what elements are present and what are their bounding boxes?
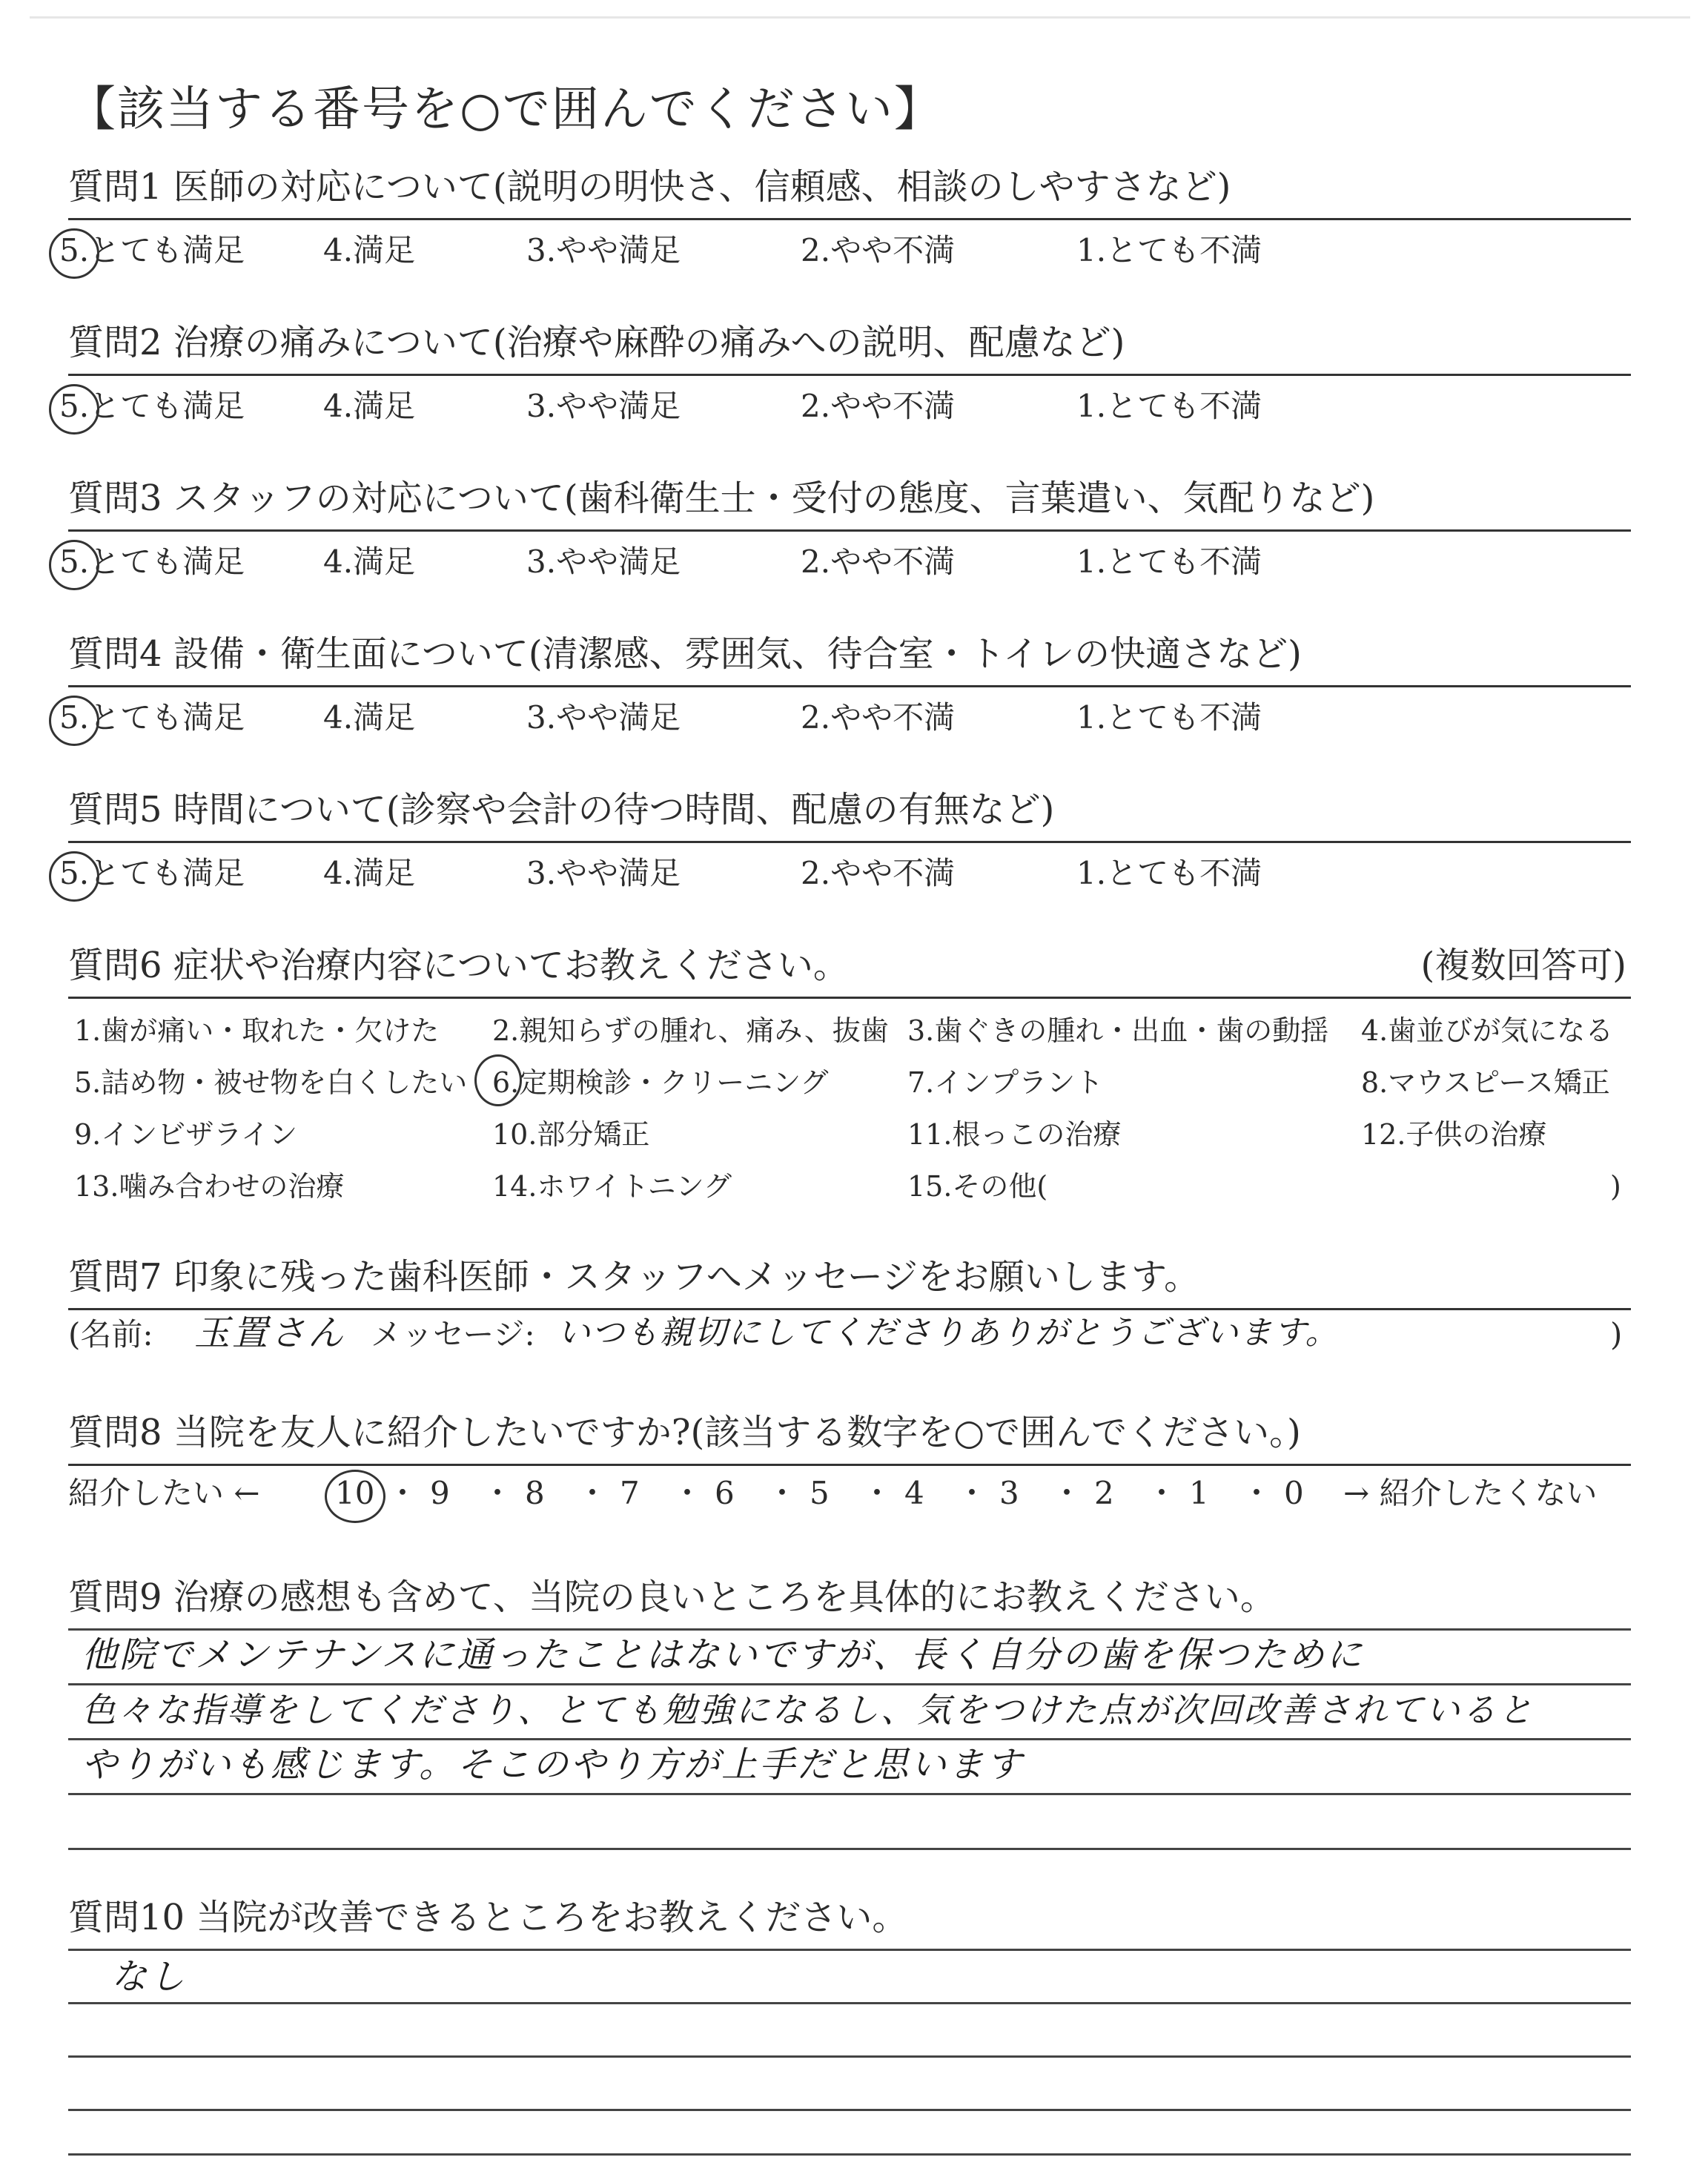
recommend-score-6[interactable]: 6 — [715, 1475, 735, 1511]
question-5-option-3[interactable]: 3.やや満足 — [526, 855, 681, 891]
question-8-label: 質問8 当院を友人に紹介したいですか?(該当する数字を○で囲んでください。) — [68, 1412, 1301, 1453]
question-3-option-2[interactable]: 2.やや不満 — [801, 544, 956, 580]
q9-answer-line-1[interactable]: 他院でメンテナンスに通ったことはないですが、長く自分の歯を保つために — [82, 1634, 1365, 1676]
q10-answer-rule — [68, 2002, 1631, 2004]
question-1-option-5[interactable]: 5.とても満足 — [59, 232, 245, 268]
question-6-underline — [68, 997, 1631, 999]
symptom-option-6[interactable]: 6.定期検診・クリーニング — [492, 1066, 829, 1099]
q10-answer-rule — [68, 2153, 1631, 2156]
question-4-option-4[interactable]: 4.満足 — [323, 699, 416, 736]
question-4-option-1[interactable]: 1.とても不満 — [1076, 699, 1262, 736]
question-4-option-2[interactable]: 2.やや不満 — [801, 699, 956, 736]
symptom-option-3[interactable]: 3.歯ぐきの腫れ・出血・歯の動揺 — [907, 1014, 1329, 1047]
symptom-option-8[interactable]: 8.マウスピース矯正 — [1361, 1066, 1610, 1099]
recommend-separator-dot: ・ — [861, 1475, 893, 1511]
symptom-option-16: ) — [1610, 1170, 1621, 1203]
question-1-underline — [68, 218, 1631, 220]
question-2-label: 質問2 治療の痛みについて(治療や麻酔の痛みへの説明、配慮など) — [68, 322, 1125, 363]
symptom-option-5[interactable]: 5.詰め物・被せ物を白くしたい — [74, 1066, 468, 1099]
question-2-option-2[interactable]: 2.やや不満 — [801, 388, 956, 424]
question-7-label: 質問7 印象に残った歯科医師・スタッフへメッセージをお願いします。 — [68, 1256, 1200, 1298]
recommend-selected-circle — [325, 1470, 385, 1523]
question-5-label: 質問5 時間について(診察や会計の待つ時間、配慮の有無など) — [68, 789, 1055, 830]
q8-left-label: 紹介したい ← — [68, 1475, 260, 1511]
recommend-separator-dot: ・ — [577, 1475, 609, 1511]
question-4-underline — [68, 685, 1631, 687]
question-1-option-2[interactable]: 2.やや不満 — [801, 232, 956, 268]
symptom-option-7[interactable]: 7.インプラント — [907, 1066, 1104, 1099]
q9-answer-rule — [68, 1793, 1631, 1795]
question-4-option-5[interactable]: 5.とても満足 — [59, 699, 245, 736]
symptom-option-14[interactable]: 14.ホワイトニング — [492, 1170, 732, 1203]
q7-message-prefix: メッセージ: — [371, 1316, 535, 1353]
recommend-score-0[interactable]: 0 — [1284, 1475, 1304, 1511]
recommend-score-4[interactable]: 4 — [904, 1475, 924, 1511]
symptom-option-1[interactable]: 1.歯が痛い・取れた・欠けた — [74, 1014, 440, 1047]
recommend-separator-dot: ・ — [387, 1475, 419, 1511]
q10-answer-rule — [68, 2109, 1631, 2111]
page-title: 【該当する番号を○で囲んでください】 — [68, 82, 943, 137]
question-3-option-3[interactable]: 3.やや満足 — [526, 544, 681, 580]
recommend-separator-dot: ・ — [1241, 1475, 1273, 1511]
question-4-label: 質問4 設備・衛生面について(清潔感、雰囲気、待合室・トイレの快適さなど) — [68, 633, 1302, 675]
question-1-selected-circle — [49, 228, 99, 279]
question-1-option-1[interactable]: 1.とても不満 — [1076, 232, 1262, 268]
recommend-score-10[interactable]: 10 — [335, 1475, 375, 1511]
question-3-label: 質問3 スタッフの対応について(歯科衛生士・受付の態度、言葉遣い、気配りなど) — [68, 478, 1375, 519]
recommend-separator-dot: ・ — [672, 1475, 704, 1511]
scan-top-edge — [30, 16, 1690, 19]
question-2-option-3[interactable]: 3.やや満足 — [526, 388, 681, 424]
q10-answer-line-1[interactable]: なし — [111, 1956, 188, 1998]
question-2-option-4[interactable]: 4.満足 — [323, 388, 416, 424]
question-1-label: 質問1 医師の対応について(説明の明快さ、信頼感、相談のしやすさなど) — [68, 166, 1231, 208]
question-2-option-5[interactable]: 5.とても満足 — [59, 388, 245, 424]
question-2-underline — [68, 374, 1631, 376]
question-2-option-1[interactable]: 1.とても不満 — [1076, 388, 1262, 424]
question-3-selected-circle — [49, 540, 99, 590]
recommend-score-1[interactable]: 1 — [1189, 1475, 1209, 1511]
question-6-label: 質問6 症状や治療内容についてお教えください。 — [68, 945, 849, 986]
question-5-option-2[interactable]: 2.やや不満 — [801, 855, 956, 891]
recommend-score-2[interactable]: 2 — [1094, 1475, 1114, 1511]
question-3-option-5[interactable]: 5.とても満足 — [59, 544, 245, 580]
q7-message-value[interactable]: いつも親切にしてくださりありがとうございます。 — [557, 1314, 1340, 1352]
symptom-option-13[interactable]: 13.噛み合わせの治療 — [74, 1170, 345, 1203]
question-5-underline — [68, 841, 1631, 843]
recommend-score-5[interactable]: 5 — [810, 1475, 830, 1511]
question-10-label: 質問10 当院が改善できるところをお教えください。 — [68, 1897, 908, 1938]
question-3-option-1[interactable]: 1.とても不満 — [1076, 544, 1262, 580]
recommend-score-3[interactable]: 3 — [999, 1475, 1019, 1511]
recommend-score-8[interactable]: 8 — [525, 1475, 545, 1511]
question-5-selected-circle — [49, 851, 99, 902]
question-2-selected-circle — [49, 384, 99, 435]
q8-right-label: → 紹介したくない — [1343, 1475, 1598, 1511]
q7-name-prefix: (名前: — [68, 1316, 153, 1353]
q9-answer-line-3[interactable]: やりがいも感じます。そこのやり方が上手だと思います — [82, 1744, 1025, 1786]
question-8-underline — [68, 1464, 1631, 1466]
symptom-option-11[interactable]: 11.根っこの治療 — [907, 1118, 1122, 1151]
question-1-option-3[interactable]: 3.やや満足 — [526, 232, 681, 268]
symptom-6-selected-circle — [474, 1054, 522, 1106]
recommend-separator-dot: ・ — [767, 1475, 798, 1511]
recommend-separator-dot: ・ — [956, 1475, 988, 1511]
symptom-option-10[interactable]: 10.部分矯正 — [492, 1118, 650, 1151]
symptom-option-9[interactable]: 9.インビザライン — [74, 1118, 298, 1151]
q10-answer-rule — [68, 1949, 1631, 1951]
symptom-option-15[interactable]: 15.その他( — [907, 1170, 1048, 1203]
q9-answer-rule — [68, 1628, 1631, 1631]
recommend-separator-dot: ・ — [1146, 1475, 1178, 1511]
recommend-separator-dot: ・ — [1051, 1475, 1083, 1511]
question-5-option-5[interactable]: 5.とても満足 — [59, 855, 245, 891]
recommend-score-7[interactable]: 7 — [620, 1475, 640, 1511]
question-4-selected-circle — [49, 696, 99, 746]
symptom-option-2[interactable]: 2.親知らずの腫れ、痛み、抜歯 — [492, 1014, 889, 1047]
q9-answer-rule — [68, 1738, 1631, 1740]
q7-close-paren: ) — [1610, 1316, 1623, 1353]
q9-answer-rule — [68, 1683, 1631, 1685]
question-5-option-4[interactable]: 4.満足 — [323, 855, 416, 891]
q9-answer-line-2[interactable]: 色々な指導をしてくださり、とても勉強になるし、気をつけた点が次回改善されていると — [82, 1690, 1535, 1730]
question-6-note: (複数回答可) — [1420, 945, 1626, 986]
recommend-score-9[interactable]: 9 — [430, 1475, 450, 1511]
question-9-label: 質問9 治療の感想も含めて、当院の良いところを具体的にお教えください。 — [68, 1576, 1276, 1618]
question-3-underline — [68, 529, 1631, 532]
q7-name-value[interactable]: 玉置さん — [194, 1312, 346, 1354]
question-3-option-4[interactable]: 4.満足 — [323, 544, 416, 580]
recommend-separator-dot: ・ — [482, 1475, 514, 1511]
q10-answer-rule — [68, 2055, 1631, 2058]
q9-answer-rule — [68, 1848, 1631, 1850]
question-5-option-1[interactable]: 1.とても不満 — [1076, 855, 1262, 891]
symptom-option-4[interactable]: 4.歯並びが気になる — [1361, 1014, 1614, 1047]
question-1-option-4[interactable]: 4.満足 — [323, 232, 416, 268]
question-4-option-3[interactable]: 3.やや満足 — [526, 699, 681, 736]
symptom-option-12[interactable]: 12.子供の治療 — [1361, 1118, 1547, 1151]
